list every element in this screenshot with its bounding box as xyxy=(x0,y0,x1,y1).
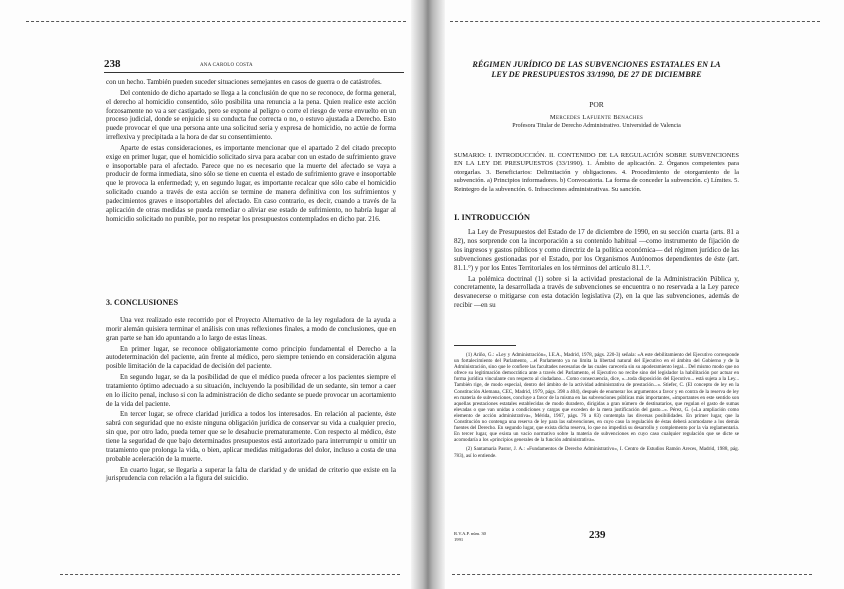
right-body-text xyxy=(454,228,739,312)
left-paragraph: Aparte de estas consideraciones, es importante mencionar que el apartado 2 del citado precepto exige en primer lugar, que el homicidio solicitado sirva para acabar con un estado de sufrimiento grave e insoportable para el afectado. Parece que no es necesario que la muerte del afectado se vaya a producir de forma inmediata, sino sólo se tiene en cuenta el estado de sufrimiento grave e insoportable que le provoca la enfermedad; y, en segundo lugar, es importante recalcar que sólo cabe el homicidio solicitado cuando a través de esta acción se termine de manera definitiva con los sufrimientos y padecimientos graves e insoportables del afectado. En caso contrario, es decir, cuando a través de la aplicación de otras medidas se pueda remediar o aliviar ese estado de sufrimiento, no habría lugar al homicidio solicitado no punible, por no respetar los presupuestos contemplados en dicho par. 216. xyxy=(106,143,396,223)
left-paragraph: con un hecho. También pueden suceder situaciones semejantes en casos de guerra o de catástrofes. xyxy=(106,78,382,86)
left-paragraph: En cuarto lugar, se llegaría a superar la falta de claridad y de unidad de criterio que existe en la jurisprudencia con relación a la figura del suicidio. xyxy=(106,465,396,483)
summary-rest: 1. Ámbito de aplicación. 2. Órganos competentes para otorgarlas. 3. Beneficiarios: Delimitación y obligaciones. 4. Procedimiento de otorgamiento de la subvención. a) Principios informadores. b) Convocatoria. La forma de conceder la subvención. c) Límites. 5. Reintegro de la subvención. 6. Infracciones administrativas. Su sanción. xyxy=(454,160,739,193)
section-heading-conclusiones: 3. CONCLUSIONES xyxy=(106,298,179,307)
left-page-number: 238 xyxy=(104,58,121,70)
article-title xyxy=(454,60,739,80)
byline-por: POR xyxy=(589,100,604,109)
left-running-head: ANA CAROLO COSTA xyxy=(200,63,253,68)
footnotes-divider xyxy=(454,345,516,346)
journal-name: R.V.A.P. núm. 30 xyxy=(454,531,486,536)
left-paragraph: En tercer lugar, se ofrece claridad jurídica a todos los interesados. En relación al paciente, éste sabrá con seguridad que no existe ninguna obligación jurídica de conservar su vida a cualquier precio, sin que, por otro lado, pueda temer que se le desahucie prematuramente. Con respecto al médico, éste tiene la seguridad de que bajo determinados presupuestos está autorizado para interrumpir u omitir un tratamiento que prolonga la vida, o bien, aplicar medidas mitigadoras del dolor, incluso a costa de una probable aceleración de la muerte. xyxy=(106,410,396,463)
left-paragraph: En segundo lugar, se da la posibilidad de que el médico pueda ofrecer a los pacientes siempre el tratamiento óptimo adecuado a su situación, incluyendo la posibilidad de un sedante, sin temor a caer en lo ilícito penal, incluso si con la administración de dicho sedante se puede provocar un acortamiento de la vida del paciente. xyxy=(106,373,396,408)
section-heading-introduccion: I. INTRODUCCIÓN xyxy=(454,212,531,222)
right-page xyxy=(454,0,739,589)
article-title-line: RÉGIMEN JURÍDICO DE LAS SUBVENCIONES ESTATALES EN LA xyxy=(472,60,721,69)
right-paragraph: La Ley de Presupuestos del Estado de 17 de diciembre de 1990, en su sección cuarta (arts. 81 a 82), nos sorprende con la incorporación a su contenido habitual —como instrumento de fijación de los ingresos y gastos públicos y como directriz de la política económica— del régimen jurídico de las subvenciones gestionadas por el Estado, por los Organismos Autónomos dependientes de éste (art. 81.1.°) y por los Entes Territoriales en los términos del artículo 81.1.°. xyxy=(454,228,739,272)
left-page-header xyxy=(104,58,404,73)
journal-reference xyxy=(454,531,486,542)
right-paragraph: La polémica doctrinal (1) sobre si la actividad prestacional de la Administración Pública y, concretamente, la desarrollada a través de subvenciones se encuentra o no reservada a la Ley parece desvanecerse o mitigarse con esta dotación legislativa (2), en la que las subvenciones, además de recibir —en su xyxy=(454,274,739,310)
book-gutter xyxy=(411,0,445,589)
summary-lead: SUMARIO: I. INTRODUCCIÓN. II. CONTENIDO DE LA REGULACIÓN SOBRE SUBVENCIONES EN LA LEY DE PRESUPUESTOS (33/1990). xyxy=(454,152,739,168)
left-paragraph: Una vez realizado este recorrido por el Proyecto Alternativo de la ley reguladora de la ayuda a morir alemán quisiera terminar el análisis con unas reflexiones finales, a modo de conclusiones, que en gran parte se han ido apuntando a lo largo de estas líneas. xyxy=(106,316,396,342)
journal-year: 1991 xyxy=(454,536,464,542)
summary-block xyxy=(454,152,739,194)
left-body-text-conclusions xyxy=(106,316,396,485)
author-affiliation: Profesora Titular de Derecho Administrativo. Universidad de Valencia xyxy=(512,123,681,129)
left-paragraph: Del contenido de dicho apartado se llega a la conclusión de que no se reconoce, de forma general, el derecho al homicidio consentido, sólo posibilita una renuncia a la pena. Quien realice este acción forzosamente no va a ser castigado, pero se expone al peligro o corre el riesgo de verse envuelto en un proceso judicial, donde se enjuicie si su conducta fue correcta o no, o estuvo ajustada a Derecho. Esto puede provocar el que una persona ante una solicitud seria y expresa de homicidio, no actúe de forma irreflexiva y precipitada a la hora de dar su consentimiento. xyxy=(106,88,396,142)
footnotes xyxy=(454,352,739,462)
right-page-number: 239 xyxy=(589,529,606,541)
left-body-text xyxy=(106,78,396,226)
author-name: Mercedes Lafuente Benaches xyxy=(549,114,644,121)
article-title-line: LEY DE PRESUPUESTOS 33/1990, DE 27 DE DICIEMBRE xyxy=(491,70,702,79)
left-page xyxy=(104,0,404,589)
footnote: (1) Ariño, G.: «Ley y Administración», I.E.A., Madrid, 1978, págs. 220-3) señala: «A este debilitamiento del Ejecutivo corresponde un fortalecimiento del Parlamento, ...el Parlamento ya no limita la libertad natural del Ejecutivo en el ámbito del Gobierno y de la Administración, sino que le confiere las facultades necesarias de las cuales carecería sin su apoderamiento legal... Del mismo modo que no ofrece su legitimación democrática ante a través del Parlamento, el Ejecutivo no recibe sino del legislador la habilitación por actuar en forma jurídica vinculante con respecto al ciudadano... Como consecuencia, dice, «...toda disposición del Ejecutivo... está sujeta a la Ley... También rige, de modo especial, dentro del ámbito de la actividad administrativa de prestación...». Stiefer, C. (El concepto de ley en la Constitución Alemana, CEC, Madrid, 1979, págs. 398 a 404), después de enumerar los argumentos a favor y en contra de la reserva de ley en materia de subvenciones, concluye a favor de la misma en las subvenciones públicas más importantes, «importantes en este sentido son aquellas prestaciones estatales establecidas de modo duradero, dirigidas a gran número de destinatarios, que regulan el gasto de sumas elevadas o que van unidas a condiciones y cargas que exceden de la mera justificación del gasto...». Pérez, G. («La ampliación como elemento de acción administrativa», Mérida, 1967, págs. 76 a 83) contempla las diversas posibilidades. En primer lugar, que la Constitución no contenga una reserva de ley para las subvenciones, en cuyo caso la regulación de éstas deberá acomodarse a los demás fuentes del Derecho. En segundo lugar, que exista dicha reserva, lo que no impedirá su desarrollo y complemento por la vía reglamentaria. En tercer lugar, que exista un vacío normativo sobre la materia de subvenciones en cuyo caso cualquier regulación que se dicte se acomodaría a los «principios generales de la función administrativa». xyxy=(454,352,739,444)
footnote: (2) Santamaría Pastor, J. A.: «Fundamentos de Derecho Administrativo», I. Centro de Estudios Ramón Areces, Madrid, 1988, pág. 783), así lo entiende. xyxy=(454,446,739,459)
left-paragraph: En primer lugar, se reconoce obligatoriamente como principio fundamental el Derecho a la autodeterminación del paciente, aún frente al médico, pero siempre teniendo en consideración alguna posible limitación de la capacidad de decisión del paciente. xyxy=(106,344,396,371)
